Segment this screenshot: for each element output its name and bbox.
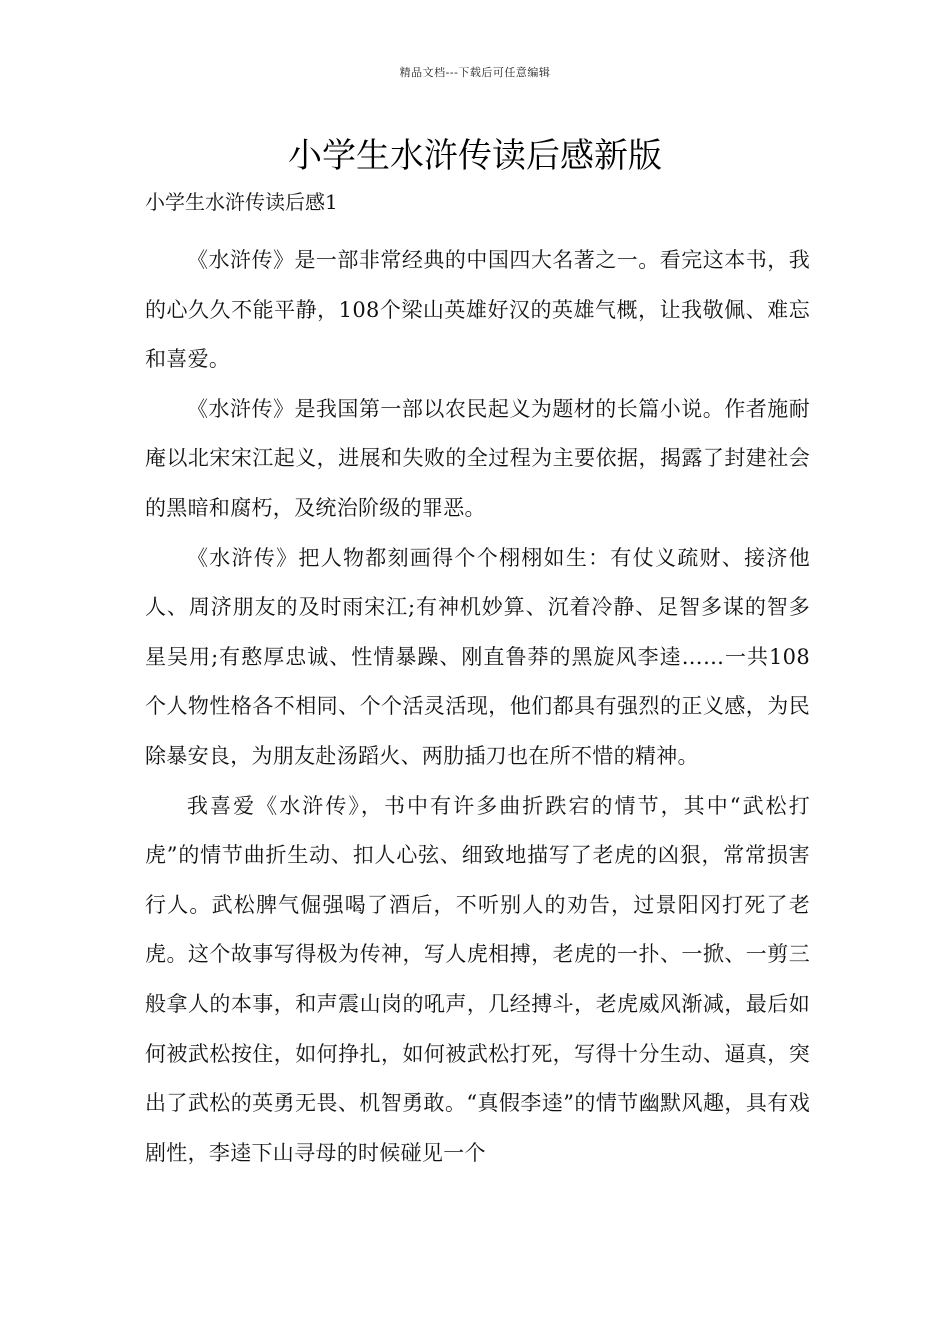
document-body bbox=[145, 236, 810, 1178]
paragraph: 《水浒传》是我国第一部以农民起义为题材的长篇小说。作者施耐庵以北宋宋江起义，进展和失败的全过程为主要依据，揭露了封建社会的黑暗和腐朽，及统治阶级的罪恶。 bbox=[145, 396, 810, 520]
paragraph: 我喜爱《水浒传》，书中有许多曲折跌宕的情节，其中“武松打虎”的情节曲折生动、扣人心弦、细致地描写了老虎的凶狠，常常损害行人。武松脾气倔强喝了酒后，不听别人的劝告，过景阳冈打死了老虎。这个故事写得极为传神，写人虎相搏，老虎的一扑、一掀、一剪三般拿人的本事，和声震山岗的吼声，几经搏斗，老虎威风渐减，最后如何被武松按住，如何挣扎，如何被武松打死，写得十分生动、逼真，突出了武松的英勇无畏、机智勇敢。“真假李逵”的情节幽默风趣，具有戏剧性，李逵下山寻母的时候碰见一个 bbox=[145, 793, 810, 1165]
paragraph: 《水浒传》把人物都刻画得个个栩栩如生：有仗义疏财、接济他人、周济朋友的及时雨宋江;有神机妙算、沉着冷静、足智多谋的智多星吴用;有憨厚忠诚、性情暴躁、刚直鲁莽的黑旋风李逵……一共108个人物性格各不相同、个个活灵活现，他们都具有强烈的正义感，为民除暴安良，为朋友赴汤蹈火、两肋插刀也在所不惜的精神。 bbox=[145, 545, 810, 768]
document-title: 小学生水浒传读后感新版 bbox=[288, 136, 662, 176]
document-subtitle: 小学生水浒传读后感1 bbox=[145, 190, 338, 214]
paragraph: 《水浒传》是一部非常经典的中国四大名著之一。看完这本书，我的心久久不能平静，108个梁山英雄好汉的英雄气概，让我敬佩、难忘和喜爱。 bbox=[145, 248, 810, 372]
page-header: 精品文档---下载后可任意编辑 bbox=[399, 66, 551, 79]
